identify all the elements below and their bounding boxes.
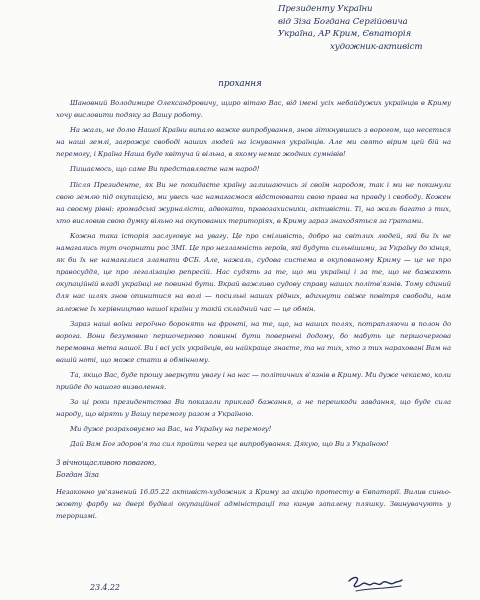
paragraph-blessing: Дай Вам Бог здоров'я та сил пройти через це випробування. Дякую, що Ви з Україною!	[70, 440, 389, 449]
closing-name: Богдан Зіза	[56, 469, 99, 479]
letter-title: прохання	[218, 79, 262, 89]
letter-body	[56, 97, 451, 522]
paragraph-hope: Ми дуже розраховуємо на Вас, на Україну на перемогу!	[70, 425, 272, 434]
header-line-4: художник-активіст	[330, 41, 423, 52]
closing-regards: З вічнощасливою повагою,	[56, 457, 157, 467]
paragraph-leadership: За ці роки президентства Ви показали приклад бажання, а не перешкоди завдання, що буде сила народу, що вірять у Вашу перемогу разом з Україною.	[56, 398, 451, 419]
paragraph-greeting: Шановний Володимире Олександровичу, щиро вітаю Вас, від імені усіх небайдужих українців в Криму хочу висловити подяку за Вашу роботу.	[56, 99, 451, 120]
header-line-1: Президенту України	[278, 4, 373, 14]
handwritten-signature-icon	[346, 572, 404, 596]
paragraph-repression: Кожна така історія заслуговує на увагу. Це про сміливість, добро на світлих людей, які би їх не намагались тут очорнити рос ЗМІ. Це про незламність героїв, які будуть сильнішими, за Україну до кінця, як би їх не намагалися зламати ФСБ. Але, нажаль, судова система в окупованому Криму — це не про правосуддя, це про легалізацію репресій. Нас судять за те, що ми українці і за те, що не бажають окупаційній владі українці не повинні бути. Вкрай важливо судову справу наших політв'язнів. Тому єдиний для нас шлях знов опинитися на волі — посильні наших рідних, вдихнути свіже повітря свободи, нам залежне їх керівництво нашої країни у такій складний час — це обмін.	[56, 231, 451, 313]
author-note: Незаконно ув'язнений 16.05.22 активіст-художник з Криму за акцію протесту в Євпаторії. Вилив синьо-жовту фарбу на двері будівлі окупаційної адміністрації та кинув запалену пляшку. Звинувачують у тероризмі.	[56, 488, 451, 521]
paragraph-war: На жаль, не долю Нашої Країни випало важке випробування, знов зіткнувшись з ворогом, що несеться на наші землі, загрожує свободі наших людей на існування українців. Але ми свято вірим цей бій на перемогу, і Країна Наша буде квітуча й вільна, в якому немає жодних сумнівів!	[56, 126, 451, 159]
closing-block	[56, 457, 451, 482]
paragraph-occupation: Після Президенте, як Ви не покидаєте країну залишаючись зі своїм народом, так і ми не покинули свою землю під окупацією, ми увесь час намагаємося відстоювати свою права на правду і свободу. Кожен на своєму рівні: громадські журналісти, адвокати, правозахисники, активісти. Ті, на жаль багато з тих, хто висловив свою думку вільно на окупованих територіях, в Криму зараз знаходяться за ґратами.	[56, 180, 451, 225]
paragraph-soldiers: Зараз наші воїни героїчно боронять на фронті, на те, що, на наших полях, потрапляючи в полон до ворога. Вони безумовно першочергово повинні бути повернені додому, бо мабуть це першочергова перемовна мета нашої. Ви і всі усіх українців, ви найкраще знаєте, та на тих, хто з тих нараховані Вам на вашій ноті, що може стати в обмінному.	[56, 319, 451, 364]
addressee-block	[278, 3, 474, 53]
paragraph-pride: Пишаємось, що саме Ви представляєте нам народ!	[70, 165, 260, 174]
letter-date: 23.4.22	[90, 583, 120, 592]
header-line-2: від Зіза Богдана Сергійовича	[278, 16, 408, 27]
header-line-3: Україна, АР Крим, Євпаторія	[278, 29, 412, 40]
paragraph-request: Та, якщо Вас, буде прошу звернути увагу і на нас — політичних в'язнів в Криму. Ми дуже чекаємо, коли прийде до нашого визволення.	[56, 370, 451, 392]
